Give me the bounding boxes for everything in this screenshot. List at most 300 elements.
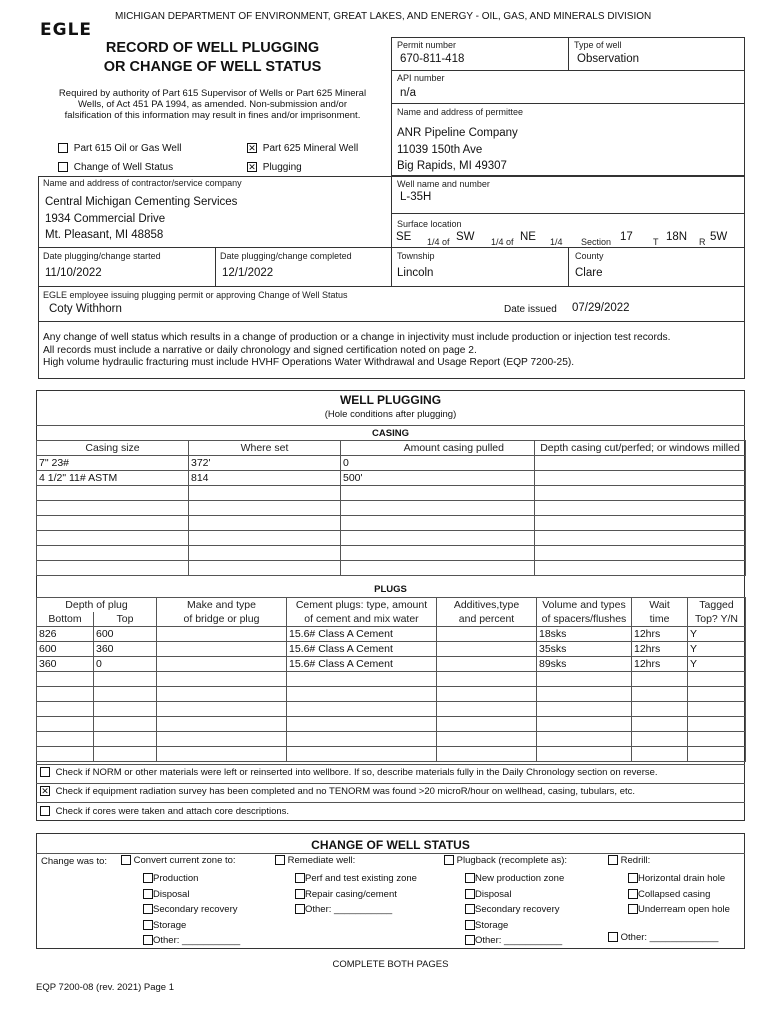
- authority-line: falsification of this information may result in fines and/or imprisonment.: [64, 110, 361, 121]
- plug-cell[interactable]: [632, 687, 688, 702]
- divider: [36, 853, 745, 854]
- date-started-label: Date plugging/change started: [43, 251, 161, 261]
- plug-cell[interactable]: [94, 747, 157, 762]
- depth-cut-header: Depth casing cut/perfed; or windows milled: [535, 441, 746, 456]
- well-plugging-subtitle: (Hole conditions after plugging): [324, 409, 457, 420]
- norm-check-label: Check if NORM or other materials were left or reinserted into wellbore. If so, describe materials fully in the Daily Chronology section on reverse.: [55, 767, 658, 778]
- agency-header: MICHIGAN DEPARTMENT OF ENVIRONMENT, GREAT LAKES, AND ENERGY - OIL, GAS, AND MINERALS DIVISION: [115, 11, 652, 22]
- county-value[interactable]: Clare: [575, 267, 603, 279]
- divider: [391, 103, 745, 104]
- divider: [36, 783, 745, 784]
- plug-cell[interactable]: [437, 717, 537, 732]
- date-issued-label: Date issued: [504, 304, 557, 315]
- depth-of-plug-header: Depth of plug: [37, 598, 157, 613]
- plug-cell[interactable]: 12hrs: [632, 657, 688, 672]
- plug-cell[interactable]: [37, 672, 94, 687]
- plug-cell[interactable]: [287, 717, 437, 732]
- status-option-checkbox[interactable]: [143, 904, 153, 914]
- additives-header: Additives,type: [437, 598, 537, 613]
- plugs-table: [36, 597, 746, 762]
- status-option[interactable]: [465, 887, 564, 903]
- status-option-label: Secondary recovery: [475, 904, 560, 915]
- plugback-label: Plugback (recomplete as):: [456, 855, 567, 866]
- status-option[interactable]: [465, 902, 564, 918]
- convert-zone-checkbox[interactable]: [121, 855, 131, 865]
- casing-cell[interactable]: [535, 531, 746, 546]
- casing-cell[interactable]: [189, 531, 341, 546]
- tagged-header: Tagged: [688, 598, 746, 613]
- note-line: High volume hydraulic fracturing must include HVHF Operations Water Withdrawal and Usage Report (EQP 7200-25).: [43, 357, 575, 368]
- casing-cell[interactable]: [189, 486, 341, 501]
- plug-cell[interactable]: [157, 747, 287, 762]
- casing-row: [37, 561, 746, 576]
- plug-cell[interactable]: [437, 732, 537, 747]
- range-r-label: R: [699, 237, 706, 247]
- note-line: Any change of well status which results in a change of production or a change in injectivity must include production or injection test records.: [43, 332, 671, 343]
- well-type-label: Type of well: [574, 40, 622, 50]
- status-option-label: Disposal: [475, 888, 512, 900]
- well-name-value[interactable]: L-35H: [400, 191, 432, 203]
- plug-row: [37, 672, 746, 687]
- divider: [36, 802, 745, 803]
- plug-cell[interactable]: [157, 642, 287, 657]
- plug-cell[interactable]: [537, 747, 632, 762]
- plug-cell[interactable]: [37, 717, 94, 732]
- plug-row: [37, 702, 746, 717]
- permittee-address[interactable]: [397, 125, 518, 175]
- status-option-checkbox[interactable]: [628, 889, 638, 899]
- status-option-label: Horizontal drain hole: [638, 873, 726, 884]
- casing-cell[interactable]: [189, 561, 341, 576]
- top-header: Top: [94, 612, 157, 627]
- plugback-checkbox[interactable]: [444, 855, 454, 865]
- casing-cell[interactable]: 814: [189, 471, 341, 486]
- casing-cell[interactable]: [37, 501, 189, 516]
- surface-location-label: Surface location: [397, 219, 462, 229]
- plug-cell[interactable]: Y: [688, 657, 746, 672]
- plug-cell[interactable]: [94, 732, 157, 747]
- part615-label: Part 615 Oil or Gas Well: [73, 143, 182, 154]
- change-status-checkbox-row[interactable]: [58, 162, 173, 173]
- casing-row: [37, 516, 746, 531]
- casing-cell[interactable]: [189, 501, 341, 516]
- divider: [568, 247, 569, 286]
- change-status-title: CHANGE OF WELL STATUS: [311, 838, 470, 852]
- notes-text: [43, 332, 670, 370]
- plug-cell[interactable]: [157, 687, 287, 702]
- plugging-label: Plugging: [262, 162, 302, 173]
- status-option-label: Perf and test existing zone: [305, 873, 417, 884]
- convert-zone-row[interactable]: [121, 855, 236, 866]
- status-option-label: Other: ___________: [475, 935, 563, 946]
- plug-cell[interactable]: 600: [94, 627, 157, 642]
- plug-cell[interactable]: 18sks: [537, 627, 632, 642]
- plug-row: [37, 732, 746, 747]
- plugs-header-row: [37, 598, 746, 613]
- status-option-label: Storage: [475, 919, 509, 931]
- redrill-options: [628, 871, 730, 918]
- plug-cell[interactable]: 0: [94, 657, 157, 672]
- status-option-checkbox[interactable]: [465, 904, 475, 914]
- quarter3[interactable]: NE: [520, 231, 536, 243]
- permit-label: Permit number: [397, 40, 457, 50]
- plug-cell[interactable]: [37, 702, 94, 717]
- township-t-value[interactable]: 18N: [666, 231, 688, 243]
- status-option[interactable]: [143, 918, 240, 934]
- status-option-checkbox[interactable]: [295, 889, 305, 899]
- plug-cell[interactable]: [537, 717, 632, 732]
- casing-cell[interactable]: [189, 516, 341, 531]
- plug-row: [37, 642, 746, 657]
- status-option[interactable]: [143, 933, 240, 949]
- date-started-value[interactable]: 11/10/2022: [45, 267, 102, 279]
- convert-zone-label: Convert current zone to:: [133, 855, 236, 866]
- plug-cell[interactable]: [157, 702, 287, 717]
- casing-cell[interactable]: [341, 516, 535, 531]
- note-line: All records must include a narrative or daily chronology and signed certification noted on page 2.: [43, 344, 477, 356]
- plug-cell[interactable]: [437, 657, 537, 672]
- plug-cell[interactable]: [37, 747, 94, 762]
- plug-cell[interactable]: [632, 672, 688, 687]
- permittee-label: Name and address of permittee: [397, 107, 524, 117]
- cores-check-row[interactable]: [40, 806, 289, 817]
- plugging-checkbox-row[interactable]: [247, 162, 302, 173]
- status-option-label: Disposal: [153, 888, 190, 900]
- status-option-checkbox[interactable]: [465, 935, 475, 945]
- plug-cell[interactable]: [287, 702, 437, 717]
- cement-mix-header: of cement and mix water: [287, 612, 437, 627]
- casing-size-header: Casing size: [37, 441, 189, 456]
- convert-options: [143, 871, 240, 949]
- api-value[interactable]: n/a: [400, 87, 416, 99]
- plugging-checkbox[interactable]: ✕: [248, 162, 256, 173]
- egle-logo: EGLE: [40, 20, 93, 40]
- plug-cell[interactable]: [287, 747, 437, 762]
- status-option-checkbox[interactable]: [143, 935, 153, 945]
- range-r-value[interactable]: 5W: [710, 231, 728, 243]
- plug-cell[interactable]: [688, 747, 746, 762]
- casing-cell[interactable]: [535, 471, 746, 486]
- contractor-line: Mt. Pleasant, MI 48858: [45, 229, 164, 241]
- status-option[interactable]: [143, 871, 240, 887]
- well-plugging-title: WELL PLUGGING: [339, 393, 442, 407]
- spacers-header: of spacers/flushes: [537, 612, 632, 627]
- permittee-line: ANR Pipeline Company: [397, 127, 518, 139]
- plug-cell[interactable]: 12hrs: [632, 642, 688, 657]
- status-option[interactable]: [628, 871, 730, 887]
- part615-checkbox-row[interactable]: [58, 143, 181, 154]
- divider: [38, 286, 745, 287]
- casing-cell[interactable]: [341, 531, 535, 546]
- contractor-line: Central Michigan Cementing Services: [45, 196, 238, 208]
- status-option-checkbox[interactable]: [465, 889, 475, 899]
- plug-cell[interactable]: [157, 717, 287, 732]
- plug-cell[interactable]: [157, 732, 287, 747]
- casing-title: CASING: [372, 428, 409, 439]
- casing-row: [37, 471, 746, 486]
- plug-cell[interactable]: Y: [688, 627, 746, 642]
- part625-checkbox-row[interactable]: [247, 143, 358, 154]
- plug-row: [37, 717, 746, 732]
- status-option[interactable]: [465, 918, 564, 934]
- plug-cell[interactable]: [157, 672, 287, 687]
- plug-cell[interactable]: [437, 672, 537, 687]
- bridge-plug-header: of bridge or plug: [157, 612, 287, 627]
- plug-cell[interactable]: 600: [37, 642, 94, 657]
- plug-cell[interactable]: 826: [37, 627, 94, 642]
- status-option-label: Repair casing/cement: [305, 888, 397, 900]
- plug-cell[interactable]: [287, 672, 437, 687]
- casing-cell[interactable]: [341, 486, 535, 501]
- divider: [391, 70, 745, 71]
- plug-cell[interactable]: 12hrs: [632, 627, 688, 642]
- plug-cell[interactable]: [688, 702, 746, 717]
- casing-cell[interactable]: [535, 546, 746, 561]
- quarter-label: 1/4: [550, 237, 563, 247]
- well-type-value[interactable]: Observation: [577, 53, 640, 65]
- status-option-label: Collapsed casing: [638, 888, 711, 900]
- time-header: time: [632, 612, 688, 627]
- casing-cell[interactable]: [189, 546, 341, 561]
- date-issued-value[interactable]: 07/29/2022: [572, 302, 630, 314]
- casing-cell[interactable]: 7" 23#: [37, 456, 189, 471]
- plug-cell[interactable]: [688, 717, 746, 732]
- status-option[interactable]: [628, 887, 730, 903]
- plugs-title-row: [36, 584, 745, 595]
- status-option[interactable]: [628, 902, 730, 918]
- plugs-title: PLUGS: [374, 584, 407, 595]
- part625-label: Part 625 Mineral Well: [262, 143, 359, 154]
- plugback-options: [465, 871, 564, 949]
- plug-cell[interactable]: [287, 732, 437, 747]
- casing-row: [37, 486, 746, 501]
- status-option[interactable]: [295, 902, 417, 918]
- radiation-check-label: Check if equipment radiation survey has been completed and no TENORM was found >20 microR/hour on wellhead, casing, tubulars, etc.: [55, 786, 636, 797]
- casing-row: [37, 531, 746, 546]
- employee-value[interactable]: Coty Withhorn: [49, 303, 122, 315]
- redrill-other-row[interactable]: [608, 932, 718, 943]
- casing-cell[interactable]: [341, 546, 535, 561]
- plugback-row[interactable]: [444, 855, 567, 866]
- plug-cell[interactable]: [537, 687, 632, 702]
- county-label: County: [575, 251, 604, 261]
- where-set-header: Where set: [189, 441, 341, 456]
- status-option-checkbox[interactable]: [143, 920, 153, 930]
- plug-cell[interactable]: [537, 672, 632, 687]
- divider: [38, 321, 745, 322]
- permittee-line: Big Rapids, MI 49307: [397, 160, 507, 172]
- wait-header: Wait: [632, 598, 688, 613]
- quarter-of-label: 1/4 of: [427, 237, 450, 247]
- remediate-row[interactable]: [275, 855, 355, 866]
- divider: [391, 213, 745, 214]
- plug-cell[interactable]: [688, 687, 746, 702]
- plug-cell[interactable]: 89sks: [537, 657, 632, 672]
- remediate-checkbox[interactable]: [275, 855, 285, 865]
- status-option-checkbox[interactable]: [628, 904, 638, 914]
- quarter1[interactable]: SE: [396, 231, 412, 243]
- change-was-to-label: Change was to:: [41, 856, 108, 867]
- plug-cell[interactable]: [37, 687, 94, 702]
- change-status-label: Change of Well Status: [73, 162, 174, 173]
- status-option-checkbox[interactable]: [295, 873, 305, 883]
- plug-cell[interactable]: [632, 717, 688, 732]
- plug-cell[interactable]: [94, 717, 157, 732]
- surface-location-row: [396, 231, 741, 249]
- section-label: Section: [581, 237, 612, 247]
- authority-text: [40, 88, 385, 121]
- status-option-label: Other: ___________: [305, 904, 393, 915]
- casing-cell[interactable]: [535, 516, 746, 531]
- plug-cell[interactable]: [94, 687, 157, 702]
- contractor-label: Name and address of contractor/service company: [43, 178, 242, 188]
- amount-pulled-header: Amount casing pulled: [341, 441, 535, 456]
- quarter2[interactable]: SW: [456, 231, 475, 243]
- casing-cell[interactable]: [535, 561, 746, 576]
- redrill-other-checkbox[interactable]: [608, 932, 618, 942]
- casing-cell[interactable]: [37, 531, 189, 546]
- casing-cell[interactable]: [535, 456, 746, 471]
- plug-row: [37, 747, 746, 762]
- quarter-of-label: 1/4 of: [491, 237, 514, 247]
- status-option-label: Production: [153, 873, 199, 884]
- status-option-checkbox[interactable]: [465, 920, 475, 930]
- permittee-line: 11039 150th Ave: [397, 143, 483, 156]
- plug-cell[interactable]: [37, 732, 94, 747]
- date-completed-value[interactable]: 12/1/2022: [222, 267, 274, 279]
- casing-cell[interactable]: 4 1/2" 11# ASTM: [37, 471, 189, 486]
- plug-cell[interactable]: [632, 702, 688, 717]
- radiation-checkbox[interactable]: ✕: [41, 786, 49, 797]
- status-option-label: Underream open hole: [638, 904, 730, 915]
- plug-cell[interactable]: 15.6# Class A Cement: [287, 642, 437, 657]
- status-option-label: Other: ___________: [153, 935, 241, 946]
- divider: [36, 425, 745, 426]
- norm-check-row[interactable]: [40, 767, 658, 778]
- plug-row: [37, 687, 746, 702]
- status-option-checkbox[interactable]: [628, 873, 638, 883]
- top-yn-header: Top? Y/N: [688, 612, 746, 627]
- plug-cell[interactable]: [688, 672, 746, 687]
- status-option-checkbox[interactable]: [295, 904, 305, 914]
- status-option[interactable]: [465, 871, 564, 887]
- plug-cell[interactable]: [94, 702, 157, 717]
- part625-checkbox[interactable]: ✕: [248, 143, 256, 154]
- plug-cell[interactable]: [94, 672, 157, 687]
- status-option[interactable]: [295, 871, 417, 887]
- form-title-line2: OR CHANGE OF WELL STATUS: [103, 59, 322, 75]
- casing-table: [36, 440, 746, 576]
- form-title-line1: RECORD OF WELL PLUGGING: [105, 40, 320, 56]
- status-option[interactable]: [143, 887, 240, 903]
- casing-cell[interactable]: [341, 501, 535, 516]
- status-option[interactable]: [465, 933, 564, 949]
- well-name-label: Well name and number: [397, 179, 490, 189]
- plug-cell[interactable]: [157, 627, 287, 642]
- plug-cell[interactable]: 360: [37, 657, 94, 672]
- status-option-checkbox[interactable]: [465, 873, 475, 883]
- plug-cell[interactable]: [437, 642, 537, 657]
- divider: [215, 247, 216, 286]
- casing-row: [37, 546, 746, 561]
- section-value[interactable]: 17: [620, 231, 633, 243]
- plug-cell[interactable]: [287, 687, 437, 702]
- plugs-header-row2: [37, 612, 746, 627]
- plug-cell[interactable]: [437, 627, 537, 642]
- divider: [568, 37, 569, 70]
- cores-checkbox[interactable]: [40, 806, 50, 816]
- plug-cell[interactable]: [537, 732, 632, 747]
- status-option[interactable]: [143, 902, 240, 918]
- casing-row: [37, 456, 746, 471]
- norm-checkbox[interactable]: [40, 767, 50, 777]
- contractor-address[interactable]: [45, 194, 237, 244]
- permit-number[interactable]: 670-811-418: [400, 53, 465, 65]
- complete-both-pages: COMPLETE BOTH PAGES: [332, 959, 449, 970]
- redrill-checkbox[interactable]: [608, 855, 618, 865]
- status-option[interactable]: [295, 887, 417, 903]
- casing-header-row: [37, 441, 746, 456]
- casing-cell[interactable]: [535, 486, 746, 501]
- township-value[interactable]: Lincoln: [397, 267, 434, 279]
- casing-cell[interactable]: [535, 501, 746, 516]
- casing-cell[interactable]: 500': [341, 471, 535, 486]
- plug-cell[interactable]: [632, 732, 688, 747]
- plug-cell[interactable]: [537, 702, 632, 717]
- plug-cell[interactable]: [688, 732, 746, 747]
- radiation-check-row[interactable]: [40, 786, 635, 797]
- plug-cell[interactable]: [632, 747, 688, 762]
- plug-cell[interactable]: 35sks: [537, 642, 632, 657]
- plug-cell[interactable]: [157, 657, 287, 672]
- casing-cell[interactable]: [341, 561, 535, 576]
- plug-row: [37, 657, 746, 672]
- township-label: Township: [397, 251, 435, 261]
- authority-line: Required by authority of Part 615 Supervisor of Wells or Part 625 Mineral: [58, 88, 367, 99]
- plug-cell[interactable]: 15.6# Class A Cement: [287, 657, 437, 672]
- part615-checkbox[interactable]: [58, 143, 68, 153]
- volume-types-header: Volume and types: [537, 598, 632, 613]
- township-t-label: T: [653, 237, 659, 247]
- casing-cell[interactable]: [37, 516, 189, 531]
- casing-row: [37, 501, 746, 516]
- divider: [36, 764, 745, 765]
- change-status-checkbox[interactable]: [58, 162, 68, 172]
- casing-cell[interactable]: [37, 561, 189, 576]
- status-option-checkbox[interactable]: [143, 889, 153, 899]
- status-option-checkbox[interactable]: [143, 873, 153, 883]
- make-type-header: Make and type: [157, 598, 287, 613]
- authority-line: Wells, of Act 451 PA 1994, as amended. Non-submission and/or: [78, 99, 347, 110]
- casing-cell[interactable]: 0: [341, 456, 535, 471]
- plug-cell[interactable]: Y: [688, 642, 746, 657]
- plug-cell[interactable]: [437, 702, 537, 717]
- status-option-label: Storage: [153, 919, 187, 931]
- redrill-other-label: Other: _____________: [620, 932, 719, 943]
- plug-cell[interactable]: [437, 687, 537, 702]
- api-label: API number: [397, 73, 445, 83]
- cement-plugs-header: Cement plugs: type, amount: [287, 598, 437, 613]
- redrill-row[interactable]: [608, 855, 650, 866]
- casing-cell[interactable]: [37, 486, 189, 501]
- plug-cell[interactable]: 15.6# Class A Cement: [287, 627, 437, 642]
- casing-cell[interactable]: [37, 546, 189, 561]
- plug-cell[interactable]: [437, 747, 537, 762]
- casing-cell[interactable]: 372': [189, 456, 341, 471]
- status-option-label: Secondary recovery: [153, 904, 238, 915]
- plug-cell[interactable]: 360: [94, 642, 157, 657]
- cores-check-label: Check if cores were taken and attach core descriptions.: [55, 806, 290, 817]
